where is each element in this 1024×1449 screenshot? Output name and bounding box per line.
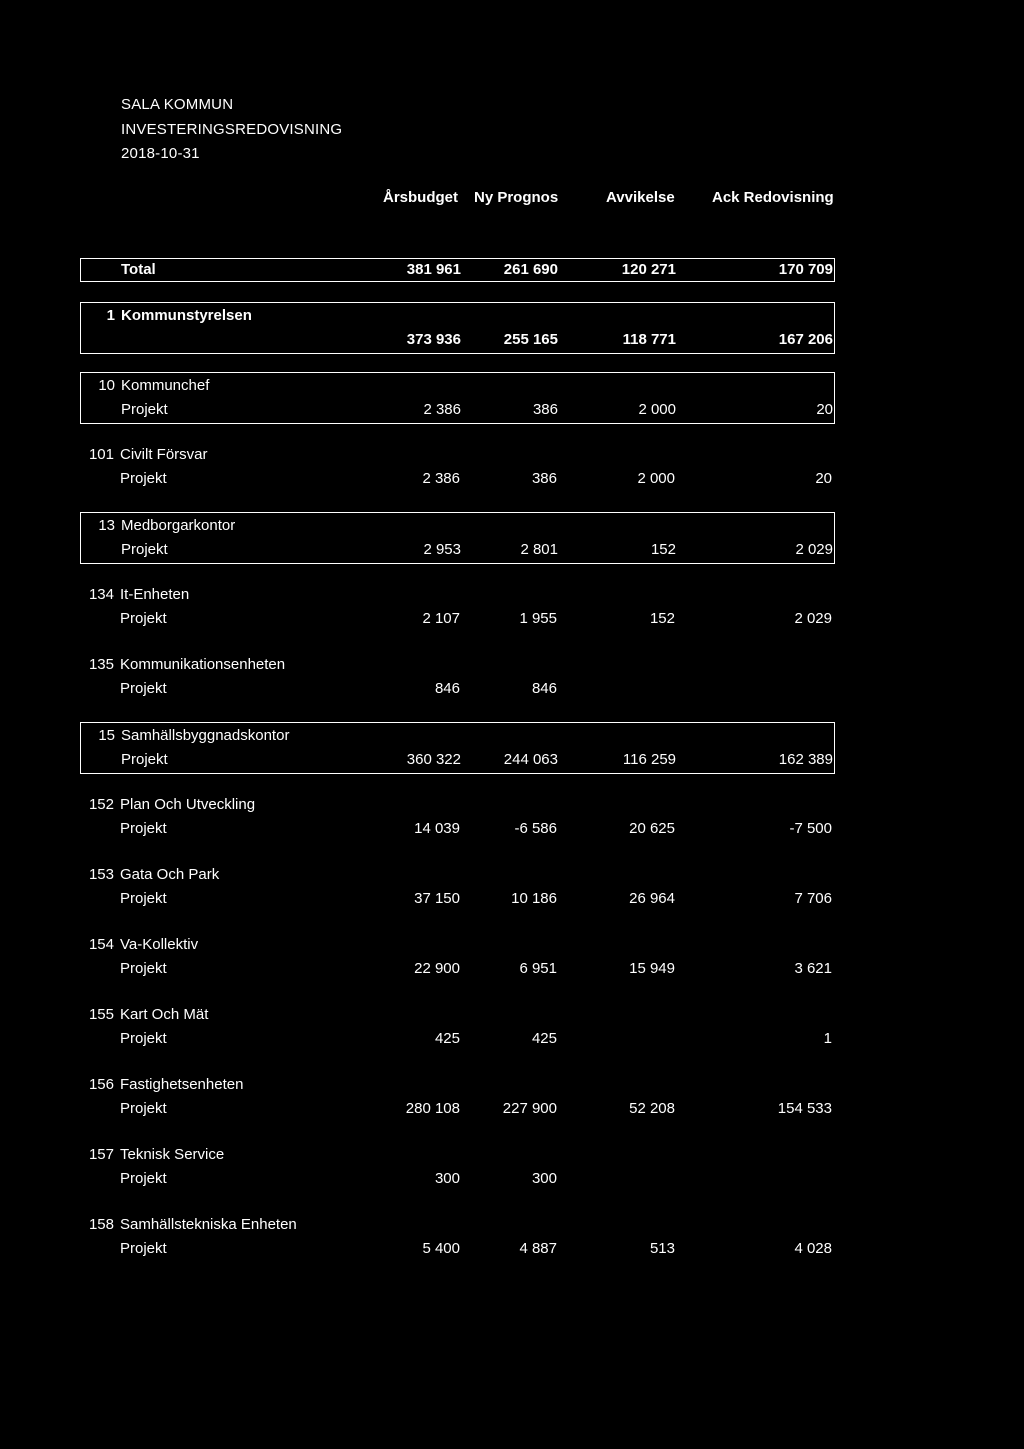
row-134 xyxy=(80,582,835,634)
row-code: 13 xyxy=(98,517,115,534)
row-value-1: 227 900 xyxy=(502,1100,557,1117)
row-155 xyxy=(80,1002,835,1054)
row-value-1: 300 xyxy=(531,1170,557,1187)
row-152 xyxy=(80,792,835,844)
row-value-3: 2 029 xyxy=(795,541,833,558)
row-name: It-Enheten xyxy=(120,586,190,603)
row-code: 158 xyxy=(88,1216,114,1233)
row-code: 135 xyxy=(88,656,114,673)
row-code: 15 xyxy=(98,727,115,744)
row-1 xyxy=(80,302,835,354)
col-header-ny-prognos: Ny Prognos xyxy=(474,189,559,206)
row-name: Va-Kollektiv xyxy=(120,936,199,953)
row-value-3: 20 xyxy=(816,401,833,418)
row-code: 101 xyxy=(88,446,114,463)
row-value-0: 360 322 xyxy=(406,751,461,768)
row-value-2: 152 xyxy=(650,541,676,558)
row-sub-label: Projekt xyxy=(121,401,168,418)
row-sub-label: Projekt xyxy=(120,680,167,697)
row-value-3: 20 xyxy=(815,470,832,487)
row-15 xyxy=(80,722,835,774)
row-name: Gata Och Park xyxy=(120,866,220,883)
row-value-1: 386 xyxy=(532,401,558,418)
row-sub-label: Projekt xyxy=(121,751,168,768)
total-row xyxy=(80,258,835,282)
row-code: 134 xyxy=(88,586,114,603)
row-135 xyxy=(80,652,835,704)
row-sub-label: Projekt xyxy=(120,960,167,977)
row-sub-label: Projekt xyxy=(120,1170,167,1187)
row-code: 155 xyxy=(88,1006,114,1023)
row-value-0: 425 xyxy=(434,1030,460,1047)
row-sub-label: Projekt xyxy=(120,610,167,627)
row-value-2: 52 208 xyxy=(629,1100,675,1117)
row-value-1: 2 801 xyxy=(520,541,558,558)
row-code: 153 xyxy=(88,866,114,883)
row-sub-label: Projekt xyxy=(120,1240,167,1257)
row-sub-label: Projekt xyxy=(121,541,168,558)
row-value-0: 2 386 xyxy=(422,470,460,487)
row-name: Kommunchef xyxy=(121,377,210,394)
row-value-0: 300 xyxy=(434,1170,460,1187)
row-154 xyxy=(80,932,835,984)
row-value-3: 162 389 xyxy=(778,751,833,768)
row-value-3: 1 xyxy=(823,1030,832,1047)
row-code: 157 xyxy=(88,1146,114,1163)
col-header-avvikelse: Avvikelse xyxy=(606,189,675,206)
row-value-2: 2 000 xyxy=(637,470,675,487)
row-value-0: 2 386 xyxy=(423,401,461,418)
org-name: SALA KOMMUN xyxy=(121,96,234,113)
row-value-1: 255 165 xyxy=(503,331,558,348)
row-value-2: 15 949 xyxy=(629,960,675,977)
row-value-1: 244 063 xyxy=(503,751,558,768)
row-name: Fastighetsenheten xyxy=(120,1076,244,1093)
row-sub-label: Projekt xyxy=(120,890,167,907)
row-value-3: 7 706 xyxy=(794,890,832,907)
total-value-3: 170 709 xyxy=(778,261,833,278)
row-value-0: 37 150 xyxy=(414,890,460,907)
row-value-0: 846 xyxy=(434,680,460,697)
row-101 xyxy=(80,442,835,494)
row-value-1: -6 586 xyxy=(514,820,557,837)
row-value-1: 425 xyxy=(531,1030,557,1047)
row-value-0: 2 107 xyxy=(422,610,460,627)
row-value-3: 3 621 xyxy=(794,960,832,977)
row-value-1: 4 887 xyxy=(519,1240,557,1257)
row-name: Kart Och Mät xyxy=(120,1006,209,1023)
row-value-2: 118 771 xyxy=(622,331,676,348)
row-value-2: 20 625 xyxy=(629,820,675,837)
row-value-3: 167 206 xyxy=(778,331,833,348)
row-value-0: 5 400 xyxy=(422,1240,460,1257)
row-value-1: 846 xyxy=(531,680,557,697)
row-value-1: 386 xyxy=(531,470,557,487)
row-name: Samhällsbyggnadskontor xyxy=(121,727,290,744)
row-value-3: -7 500 xyxy=(789,820,832,837)
row-10 xyxy=(80,372,835,424)
row-value-3: 2 029 xyxy=(794,610,832,627)
row-code: 156 xyxy=(88,1076,114,1093)
row-value-1: 10 186 xyxy=(511,890,557,907)
row-name: Kommunikationsenheten xyxy=(120,656,286,673)
row-code: 10 xyxy=(98,377,115,394)
row-158 xyxy=(80,1212,835,1264)
row-value-3: 4 028 xyxy=(794,1240,832,1257)
row-value-2: 26 964 xyxy=(629,890,675,907)
row-value-2: 152 xyxy=(649,610,675,627)
col-header-arsbudget: Årsbudget xyxy=(383,189,458,206)
col-header-ack-redovisning: Ack Redovisning xyxy=(712,189,834,206)
row-156 xyxy=(80,1072,835,1124)
row-value-1: 1 955 xyxy=(519,610,557,627)
row-value-2: 116 259 xyxy=(622,751,676,768)
row-name: Teknisk Service xyxy=(120,1146,225,1163)
row-value-2: 2 000 xyxy=(638,401,676,418)
row-name: Medborgarkontor xyxy=(121,517,236,534)
row-code: 152 xyxy=(88,796,114,813)
row-value-0: 14 039 xyxy=(414,820,460,837)
row-name: Civilt Försvar xyxy=(120,446,208,463)
row-value-0: 373 936 xyxy=(406,331,461,348)
row-name: Kommunstyrelsen xyxy=(121,307,252,324)
row-value-3: 154 533 xyxy=(777,1100,832,1117)
row-sub-label: Projekt xyxy=(120,820,167,837)
row-value-0: 280 108 xyxy=(405,1100,460,1117)
total-label: Total xyxy=(121,261,156,278)
total-value-2: 120 271 xyxy=(621,261,676,278)
row-value-0: 2 953 xyxy=(423,541,461,558)
row-157 xyxy=(80,1142,835,1194)
row-13 xyxy=(80,512,835,564)
row-code: 154 xyxy=(88,936,114,953)
report-date: 2018-10-31 xyxy=(121,145,200,162)
row-sub-label: Projekt xyxy=(120,470,167,487)
total-value-0: 381 961 xyxy=(406,261,461,278)
row-code: 1 xyxy=(106,307,115,324)
row-value-2: 513 xyxy=(649,1240,675,1257)
report-title: INVESTERINGSREDOVISNING xyxy=(121,121,343,138)
row-value-0: 22 900 xyxy=(414,960,460,977)
row-name: Plan Och Utveckling xyxy=(120,796,256,813)
total-value-1: 261 690 xyxy=(503,261,558,278)
row-name: Samhällstekniska Enheten xyxy=(120,1216,297,1233)
row-sub-label: Projekt xyxy=(120,1100,167,1117)
row-sub-label: Projekt xyxy=(120,1030,167,1047)
row-153 xyxy=(80,862,835,914)
row-value-1: 6 951 xyxy=(519,960,557,977)
